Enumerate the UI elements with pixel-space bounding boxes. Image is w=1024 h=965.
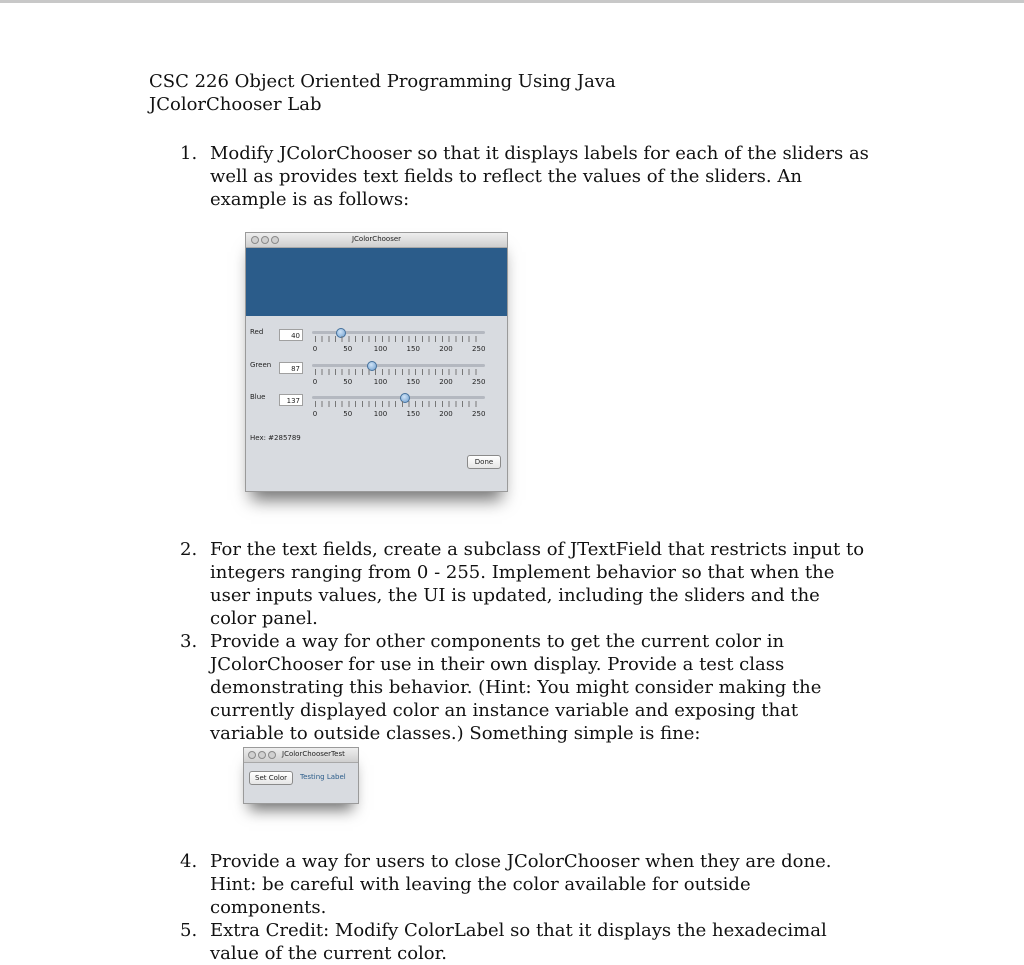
- question-text: For the text fields, create a subclass of JTextField that restricts input to integers ranging from 0 - 255. Implement behavior so that when the user inputs values, the UI is updated, including the sliders and the color panel.: [210, 539, 865, 629]
- slider-tick-label: 250: [472, 410, 486, 418]
- slider-tick-label: 0: [312, 377, 318, 386]
- slider-tick-label: 50: [343, 345, 353, 353]
- hex-label: Hex: #285789: [250, 434, 301, 442]
- window-title: JColorChooser: [351, 235, 402, 243]
- green-slider-ticks: [315, 369, 482, 375]
- slider-tick-label: 100: [373, 410, 388, 418]
- window-titlebar: [244, 748, 358, 763]
- blue-slider-track[interactable]: [312, 396, 485, 399]
- testing-label: Testing Label: [300, 773, 346, 781]
- done-button[interactable]: Done: [467, 455, 501, 469]
- red-slider-ticks: [315, 336, 482, 342]
- blue-label: Blue: [250, 393, 266, 401]
- slider-tick-label: 200: [439, 410, 453, 418]
- slider-tick-label: 250: [472, 345, 486, 353]
- question-item-1: [180, 142, 870, 211]
- slider-tick-label: 200: [439, 377, 453, 386]
- question-number: 2.: [180, 539, 198, 560]
- slider-tick-label: 250: [472, 377, 486, 386]
- course-title: CSC 226 Object Oriented Programming Using Java: [149, 71, 616, 92]
- color-preview-panel: [246, 248, 507, 316]
- slider-tick-label: 50: [343, 410, 353, 418]
- question-text: Provide a way for users to close JColorChooser when they are done. Hint: be careful with leaving the color available for outside components.: [210, 851, 832, 918]
- green-label: Green: [250, 360, 272, 369]
- zoom-button[interactable]: [268, 751, 276, 759]
- question-text: Modify JColorChooser so that it displays labels for each of the sliders as well as provides text fields to reflect the values of the sliders. An example is as follows:: [210, 143, 869, 210]
- slider-tick-label: 100: [373, 345, 388, 353]
- question-list-part-3: [180, 850, 870, 965]
- question-number: 3.: [180, 631, 198, 652]
- jcolorchoosertest-window: [243, 747, 359, 804]
- green-value-field[interactable]: 87: [279, 362, 303, 374]
- blue-value-field[interactable]: 137: [279, 394, 303, 406]
- question-list-part-1: [180, 142, 870, 211]
- green-slider-track[interactable]: [312, 364, 485, 367]
- page-top-rule: [0, 0, 1024, 3]
- slider-tick-label: 100: [373, 377, 388, 386]
- set-color-button[interactable]: Set Color: [249, 771, 293, 785]
- blue-slider-ticks: [315, 401, 482, 407]
- slider-tick-label: 50: [343, 377, 353, 386]
- question-item-5: [180, 919, 870, 965]
- question-text: Extra Credit: Modify ColorLabel so that it displays the hexadecimal value of the current color.: [210, 920, 827, 964]
- close-button[interactable]: [248, 751, 256, 759]
- lab-title: JColorChooser Lab: [149, 94, 322, 115]
- slider-tick-label: 150: [406, 345, 420, 353]
- document-header: [149, 70, 616, 116]
- slider-tick-label: 150: [406, 377, 420, 386]
- red-value-field[interactable]: 40: [279, 329, 303, 341]
- minimize-button[interactable]: [258, 751, 266, 759]
- window-title: JColorChooserTest: [282, 750, 345, 758]
- window-titlebar: [246, 233, 507, 248]
- question-number: 1.: [180, 143, 198, 164]
- jcolorchooser-window: [245, 232, 508, 492]
- question-number: 5.: [180, 920, 198, 941]
- question-number: 4.: [180, 851, 198, 872]
- question-list-part-2: [180, 538, 870, 745]
- slider-tick-label: 0: [312, 410, 318, 418]
- red-label: Red: [250, 328, 264, 336]
- question-text: Provide a way for other components to get the current color in JColorChooser for use in their own display. Provide a test class demonstrating this behavior. (Hint: You might consider making the currently displayed color an instance variable and exposing that variable to outside classes.) Something simple is fine:: [210, 631, 822, 744]
- slider-tick-label: 0: [312, 345, 318, 353]
- question-item-2: [180, 538, 870, 630]
- question-item-4: [180, 850, 870, 919]
- slider-tick-label: 150: [406, 410, 420, 418]
- question-item-3: [180, 630, 870, 745]
- slider-tick-label: 200: [439, 345, 453, 353]
